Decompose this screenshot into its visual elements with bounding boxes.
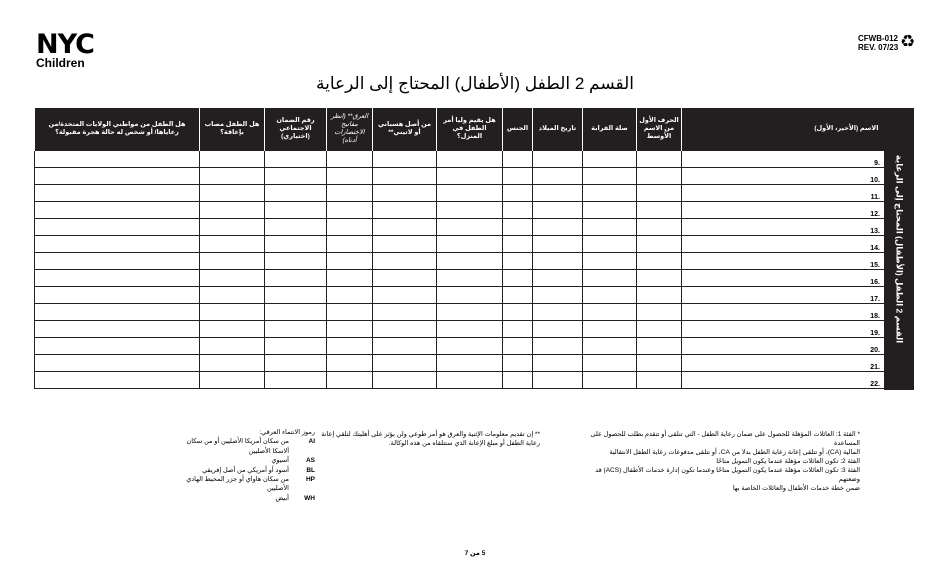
table-cell-input[interactable]: [265, 253, 327, 270]
table-cell-input[interactable]: [265, 236, 327, 253]
table-cell-input[interactable]: [265, 151, 327, 168]
table-cell-input[interactable]: [200, 151, 265, 168]
table-cell-input[interactable]: [327, 236, 373, 253]
table-cell-input[interactable]: [533, 372, 583, 389]
table-cell-input[interactable]: [200, 253, 265, 270]
table-cell-input[interactable]: [200, 355, 265, 372]
table-cell-input[interactable]: [35, 270, 200, 287]
table-row: [35, 202, 885, 219]
row-number-name-cell[interactable]: 11.: [682, 185, 885, 202]
table-cell-input[interactable]: [373, 321, 437, 338]
table-cell-input[interactable]: [327, 372, 373, 389]
page-title: القسم 2 الطفل (الأطفال) المحتاج إلى الرعاية: [315, 74, 635, 93]
table-cell-input[interactable]: [373, 236, 437, 253]
table-cell-input[interactable]: [373, 372, 437, 389]
table-cell-input[interactable]: [200, 321, 265, 338]
table-cell-input[interactable]: [437, 338, 503, 355]
table-cell-input[interactable]: [373, 219, 437, 236]
code-abbr: AI: [308, 438, 315, 446]
table-cell-input[interactable]: [373, 287, 437, 304]
code-row: [185, 475, 315, 494]
table-cell-input[interactable]: [503, 185, 533, 202]
table-cell-input[interactable]: [200, 219, 265, 236]
code-desc: من سكان أمريكا الأصليين أو من سكان ألاسكا الأصليين: [186, 438, 289, 455]
ethnicity-note-line: ** إن تقديم معلومات الإثنية والعرق هو أمر طوعي ولن يؤثر على أهليتك لتلقي إعانة: [321, 431, 540, 438]
table-cell-input[interactable]: [637, 219, 682, 236]
table-cell-input[interactable]: [637, 202, 682, 219]
table-cell-input[interactable]: [503, 236, 533, 253]
table-cell-input[interactable]: [35, 202, 200, 219]
row-number-name-cell[interactable]: 21.: [682, 355, 885, 372]
header-relationship: صلة القرابة: [583, 108, 637, 151]
table-row: [35, 236, 885, 253]
table-cell-input[interactable]: [437, 151, 503, 168]
table-cell-input[interactable]: [35, 219, 200, 236]
table-row: [35, 372, 885, 389]
table-cell-input[interactable]: [35, 151, 200, 168]
table-cell-input[interactable]: [533, 202, 583, 219]
table-cell-input[interactable]: [265, 355, 327, 372]
table-cell-input[interactable]: [503, 168, 533, 185]
table-row: [35, 253, 885, 270]
code-desc: أسود أو أمريكي من أصل إفريقي: [202, 466, 289, 474]
table-row: [35, 355, 885, 372]
table-cell-input[interactable]: [373, 185, 437, 202]
row-number-name-cell[interactable]: 22.: [682, 372, 885, 389]
header-ssn: رقم الضمان الاجتماعي (اختياري): [265, 108, 327, 151]
table-cell-input[interactable]: [533, 355, 583, 372]
table-cell-input[interactable]: [373, 355, 437, 372]
code-abbr: BL: [306, 466, 315, 474]
table-cell-input[interactable]: [200, 185, 265, 202]
table-row: [35, 219, 885, 236]
table-cell-input[interactable]: [637, 151, 682, 168]
codes-title: رموز الانتماء العرقي:: [259, 429, 315, 436]
table-cell-input[interactable]: [35, 304, 200, 321]
row-number-name-cell[interactable]: 18.: [682, 304, 885, 321]
table-cell-input[interactable]: [437, 304, 503, 321]
nyc-children-logo: [36, 29, 95, 70]
table-cell-input[interactable]: [265, 304, 327, 321]
table-cell-input[interactable]: [327, 321, 373, 338]
table-cell-input[interactable]: [533, 270, 583, 287]
table-cell-input[interactable]: [327, 270, 373, 287]
table-cell-input[interactable]: [583, 338, 637, 355]
ethnicity-codes: [185, 428, 315, 503]
table-cell-input[interactable]: [437, 287, 503, 304]
table-cell-input[interactable]: [437, 168, 503, 185]
table-cell-input[interactable]: [35, 338, 200, 355]
table-cell-input[interactable]: [327, 185, 373, 202]
table-cell-input[interactable]: [583, 202, 637, 219]
table-cell-input[interactable]: [327, 168, 373, 185]
code-desc: أبيض: [275, 494, 289, 502]
table-cell-input[interactable]: [637, 185, 682, 202]
table-row: [35, 185, 885, 202]
table-cell-input[interactable]: [35, 253, 200, 270]
row-number-name-cell[interactable]: 20.: [682, 338, 885, 355]
header-disability: هل الطفل مصاب بإعاقة؟: [200, 108, 265, 151]
row-number-name-cell[interactable]: 9.: [682, 151, 885, 168]
children-table: [34, 108, 885, 389]
table-cell-input[interactable]: [637, 270, 682, 287]
table-cell-input[interactable]: [583, 372, 637, 389]
table-cell-input[interactable]: [533, 236, 583, 253]
table-cell-input[interactable]: [35, 355, 200, 372]
table-cell-input[interactable]: [373, 168, 437, 185]
table-cell-input[interactable]: [265, 287, 327, 304]
table-row: [35, 151, 885, 168]
table-cell-input[interactable]: [533, 185, 583, 202]
table-cell-input[interactable]: [35, 236, 200, 253]
table-cell-input[interactable]: [200, 236, 265, 253]
code-row: [185, 466, 315, 475]
table-cell-input[interactable]: [265, 219, 327, 236]
table-cell-input[interactable]: [327, 287, 373, 304]
table-row: [35, 338, 885, 355]
table-cell-input[interactable]: [637, 321, 682, 338]
table-row: [35, 287, 885, 304]
table-cell-input[interactable]: [503, 304, 533, 321]
logo-sub-text: Children: [36, 56, 85, 70]
table-cell-input[interactable]: [327, 304, 373, 321]
table-cell-input[interactable]: [373, 338, 437, 355]
table-cell-input[interactable]: [503, 287, 533, 304]
section-sidebar: [884, 108, 914, 390]
category-note-line: المالية (CA)، أو تتلقى إعانة رعاية الطفل بدلا من CA، أو تتلقى مدفوعات رعاية الطفل الانتقالية: [609, 449, 860, 456]
table-cell-input[interactable]: [265, 185, 327, 202]
row-number-name-cell[interactable]: 19.: [682, 321, 885, 338]
table-cell-input[interactable]: [437, 372, 503, 389]
table-cell-input[interactable]: [437, 185, 503, 202]
table-cell-input[interactable]: [373, 202, 437, 219]
code-row: [185, 494, 315, 503]
row-number-name-cell[interactable]: 14.: [682, 236, 885, 253]
table-cell-input[interactable]: [265, 270, 327, 287]
table-cell-input[interactable]: [373, 304, 437, 321]
table-cell-input[interactable]: [35, 372, 200, 389]
header-middle-initial: الحرف الأول من الاسم الأوسط: [637, 108, 682, 151]
table-cell-input[interactable]: [437, 219, 503, 236]
table-cell-input[interactable]: [533, 287, 583, 304]
table-cell-input[interactable]: [373, 253, 437, 270]
table-cell-input[interactable]: [327, 338, 373, 355]
table-cell-input[interactable]: [637, 355, 682, 372]
table-cell-input[interactable]: [200, 338, 265, 355]
table-cell-input[interactable]: [637, 168, 682, 185]
table-cell-input[interactable]: [200, 287, 265, 304]
header-birth-date: تاريخ الميلاد: [533, 108, 583, 151]
table-row: [35, 321, 885, 338]
ethnicity-note-line: رعاية الطفل أو مبلغ الإعانة الذي ستتلقاه من هذه الوكالة.: [388, 440, 540, 447]
table-cell-input[interactable]: [265, 202, 327, 219]
table-cell-input[interactable]: [583, 270, 637, 287]
table-cell-input[interactable]: [583, 287, 637, 304]
table-cell-input[interactable]: [583, 355, 637, 372]
table-cell-input[interactable]: [583, 236, 637, 253]
table-cell-input[interactable]: [437, 270, 503, 287]
table-cell-input[interactable]: [373, 270, 437, 287]
table-cell-input[interactable]: [373, 151, 437, 168]
table-cell-input[interactable]: [503, 270, 533, 287]
header-race: العرق** (انظر مفاتيح الاختصارات أدناه): [327, 108, 373, 151]
header-hispanic: من أصل هسباني أو لاتيني**: [373, 108, 437, 151]
table-cell-input[interactable]: [503, 372, 533, 389]
table-cell-input[interactable]: [637, 338, 682, 355]
table-cell-input[interactable]: [35, 287, 200, 304]
table-cell-input[interactable]: [200, 270, 265, 287]
table-cell-input[interactable]: [200, 168, 265, 185]
table-row: [35, 304, 885, 321]
table-cell-input[interactable]: [583, 168, 637, 185]
table-cell-input[interactable]: [503, 253, 533, 270]
code-desc: آسيوي: [271, 457, 289, 465]
table-cell-input[interactable]: [637, 253, 682, 270]
table-cell-input[interactable]: [35, 185, 200, 202]
table-cell-input[interactable]: [503, 151, 533, 168]
table-cell-input[interactable]: [583, 321, 637, 338]
table-cell-input[interactable]: [265, 338, 327, 355]
table-row: [35, 270, 885, 287]
row-number-name-cell[interactable]: 15.: [682, 253, 885, 270]
table-cell-input[interactable]: [583, 304, 637, 321]
header-name: الاسم (الأخير، الأول): [682, 108, 885, 151]
table-cell-input[interactable]: [533, 151, 583, 168]
ethnicity-footnote: [290, 430, 540, 448]
category-note-line: الفئة 2: تكون العائلات مؤهلة عندما يكون التمويل متاحًا: [716, 458, 860, 465]
table-cell-input[interactable]: [200, 304, 265, 321]
header-parents-in-home: هل يقيم وليا أمر الطفل في المنزل؟: [437, 108, 503, 151]
table-cell-input[interactable]: [327, 219, 373, 236]
code-row: [185, 456, 315, 465]
table-cell-input[interactable]: [437, 202, 503, 219]
logo-nyc-text: NYC: [36, 29, 95, 60]
table-cell-input[interactable]: [583, 253, 637, 270]
table-cell-input[interactable]: [503, 338, 533, 355]
row-number-name-cell[interactable]: 12.: [682, 202, 885, 219]
table-cell-input[interactable]: [637, 304, 682, 321]
table-cell-input[interactable]: [327, 355, 373, 372]
table-cell-input[interactable]: [437, 321, 503, 338]
code-abbr: HP: [305, 476, 315, 484]
table-cell-input[interactable]: [637, 372, 682, 389]
table-cell-input[interactable]: [533, 304, 583, 321]
table-cell-input[interactable]: [533, 219, 583, 236]
category-note-line: الفئة 3: تكون العائلات مؤهلة عندما يكون التمويل متاحًا وعندما تكون إدارة خدمات الأطفال (ACS) قد وضعتهم: [595, 467, 860, 483]
code-abbr: WH: [304, 494, 315, 502]
table-cell-input[interactable]: [533, 338, 583, 355]
table-cell-input[interactable]: [200, 202, 265, 219]
category-footnote: [590, 430, 860, 493]
form-id-block: [858, 34, 898, 52]
row-number-name-cell[interactable]: 13.: [682, 219, 885, 236]
form-id: CFWB-012: [858, 34, 899, 43]
page-number: 5 من 7: [464, 550, 486, 557]
table-cell-input[interactable]: [327, 202, 373, 219]
code-row: [185, 437, 315, 456]
table-row: [35, 168, 885, 185]
table-cell-input[interactable]: [437, 355, 503, 372]
table-cell-input[interactable]: [35, 321, 200, 338]
section-label: القسم 2 الطفل (الأطفال) المحتاج إلى الرعاية: [894, 154, 905, 344]
table-cell-input[interactable]: [533, 253, 583, 270]
row-number-name-cell[interactable]: 16.: [682, 270, 885, 287]
form-revision: REV. 07/23: [858, 43, 899, 52]
table-cell-input[interactable]: [503, 321, 533, 338]
category-note-line: * الفئة 1: العائلات المؤهلة للحصول على ضمان رعاية الطفل - التي تتلقى أو تتقدم بطلب للحصول على المساعدة: [590, 431, 860, 447]
table-cell-input[interactable]: [327, 253, 373, 270]
table-header-row: [35, 108, 885, 151]
table-cell-input[interactable]: [583, 185, 637, 202]
table-cell-input[interactable]: [35, 168, 200, 185]
table-cell-input[interactable]: [265, 321, 327, 338]
table-cell-input[interactable]: [503, 355, 533, 372]
row-number-name-cell[interactable]: 10.: [682, 168, 885, 185]
table-cell-input[interactable]: [265, 372, 327, 389]
table-cell-input[interactable]: [200, 372, 265, 389]
table-cell-input[interactable]: [583, 151, 637, 168]
row-number-name-cell[interactable]: 17.: [682, 287, 885, 304]
table-cell-input[interactable]: [437, 236, 503, 253]
category-note-line: ضمن خطة خدمات الأطفال والعائلات الخاصة بها: [732, 485, 860, 492]
table-cell-input[interactable]: [583, 219, 637, 236]
recycle-icon: ♻: [900, 32, 916, 51]
table-cell-input[interactable]: [637, 287, 682, 304]
header-citizenship: هل الطفل من مواطني الولايات المتحدة/من رعاياها/ أو شخص له حالة هجرة مقبولة؟: [35, 108, 200, 151]
table-cell-input[interactable]: [265, 168, 327, 185]
table-cell-input[interactable]: [503, 219, 533, 236]
table-cell-input[interactable]: [637, 236, 682, 253]
table-cell-input[interactable]: [437, 253, 503, 270]
table-cell-input[interactable]: [327, 151, 373, 168]
table-cell-input[interactable]: [503, 202, 533, 219]
code-desc: من سكان هاواي أو جزر المحيط الهادي الأصليين: [186, 476, 289, 493]
table-cell-input[interactable]: [533, 321, 583, 338]
code-abbr: AS: [305, 457, 315, 465]
table-cell-input[interactable]: [533, 168, 583, 185]
header-sex: الجنس: [503, 108, 533, 151]
